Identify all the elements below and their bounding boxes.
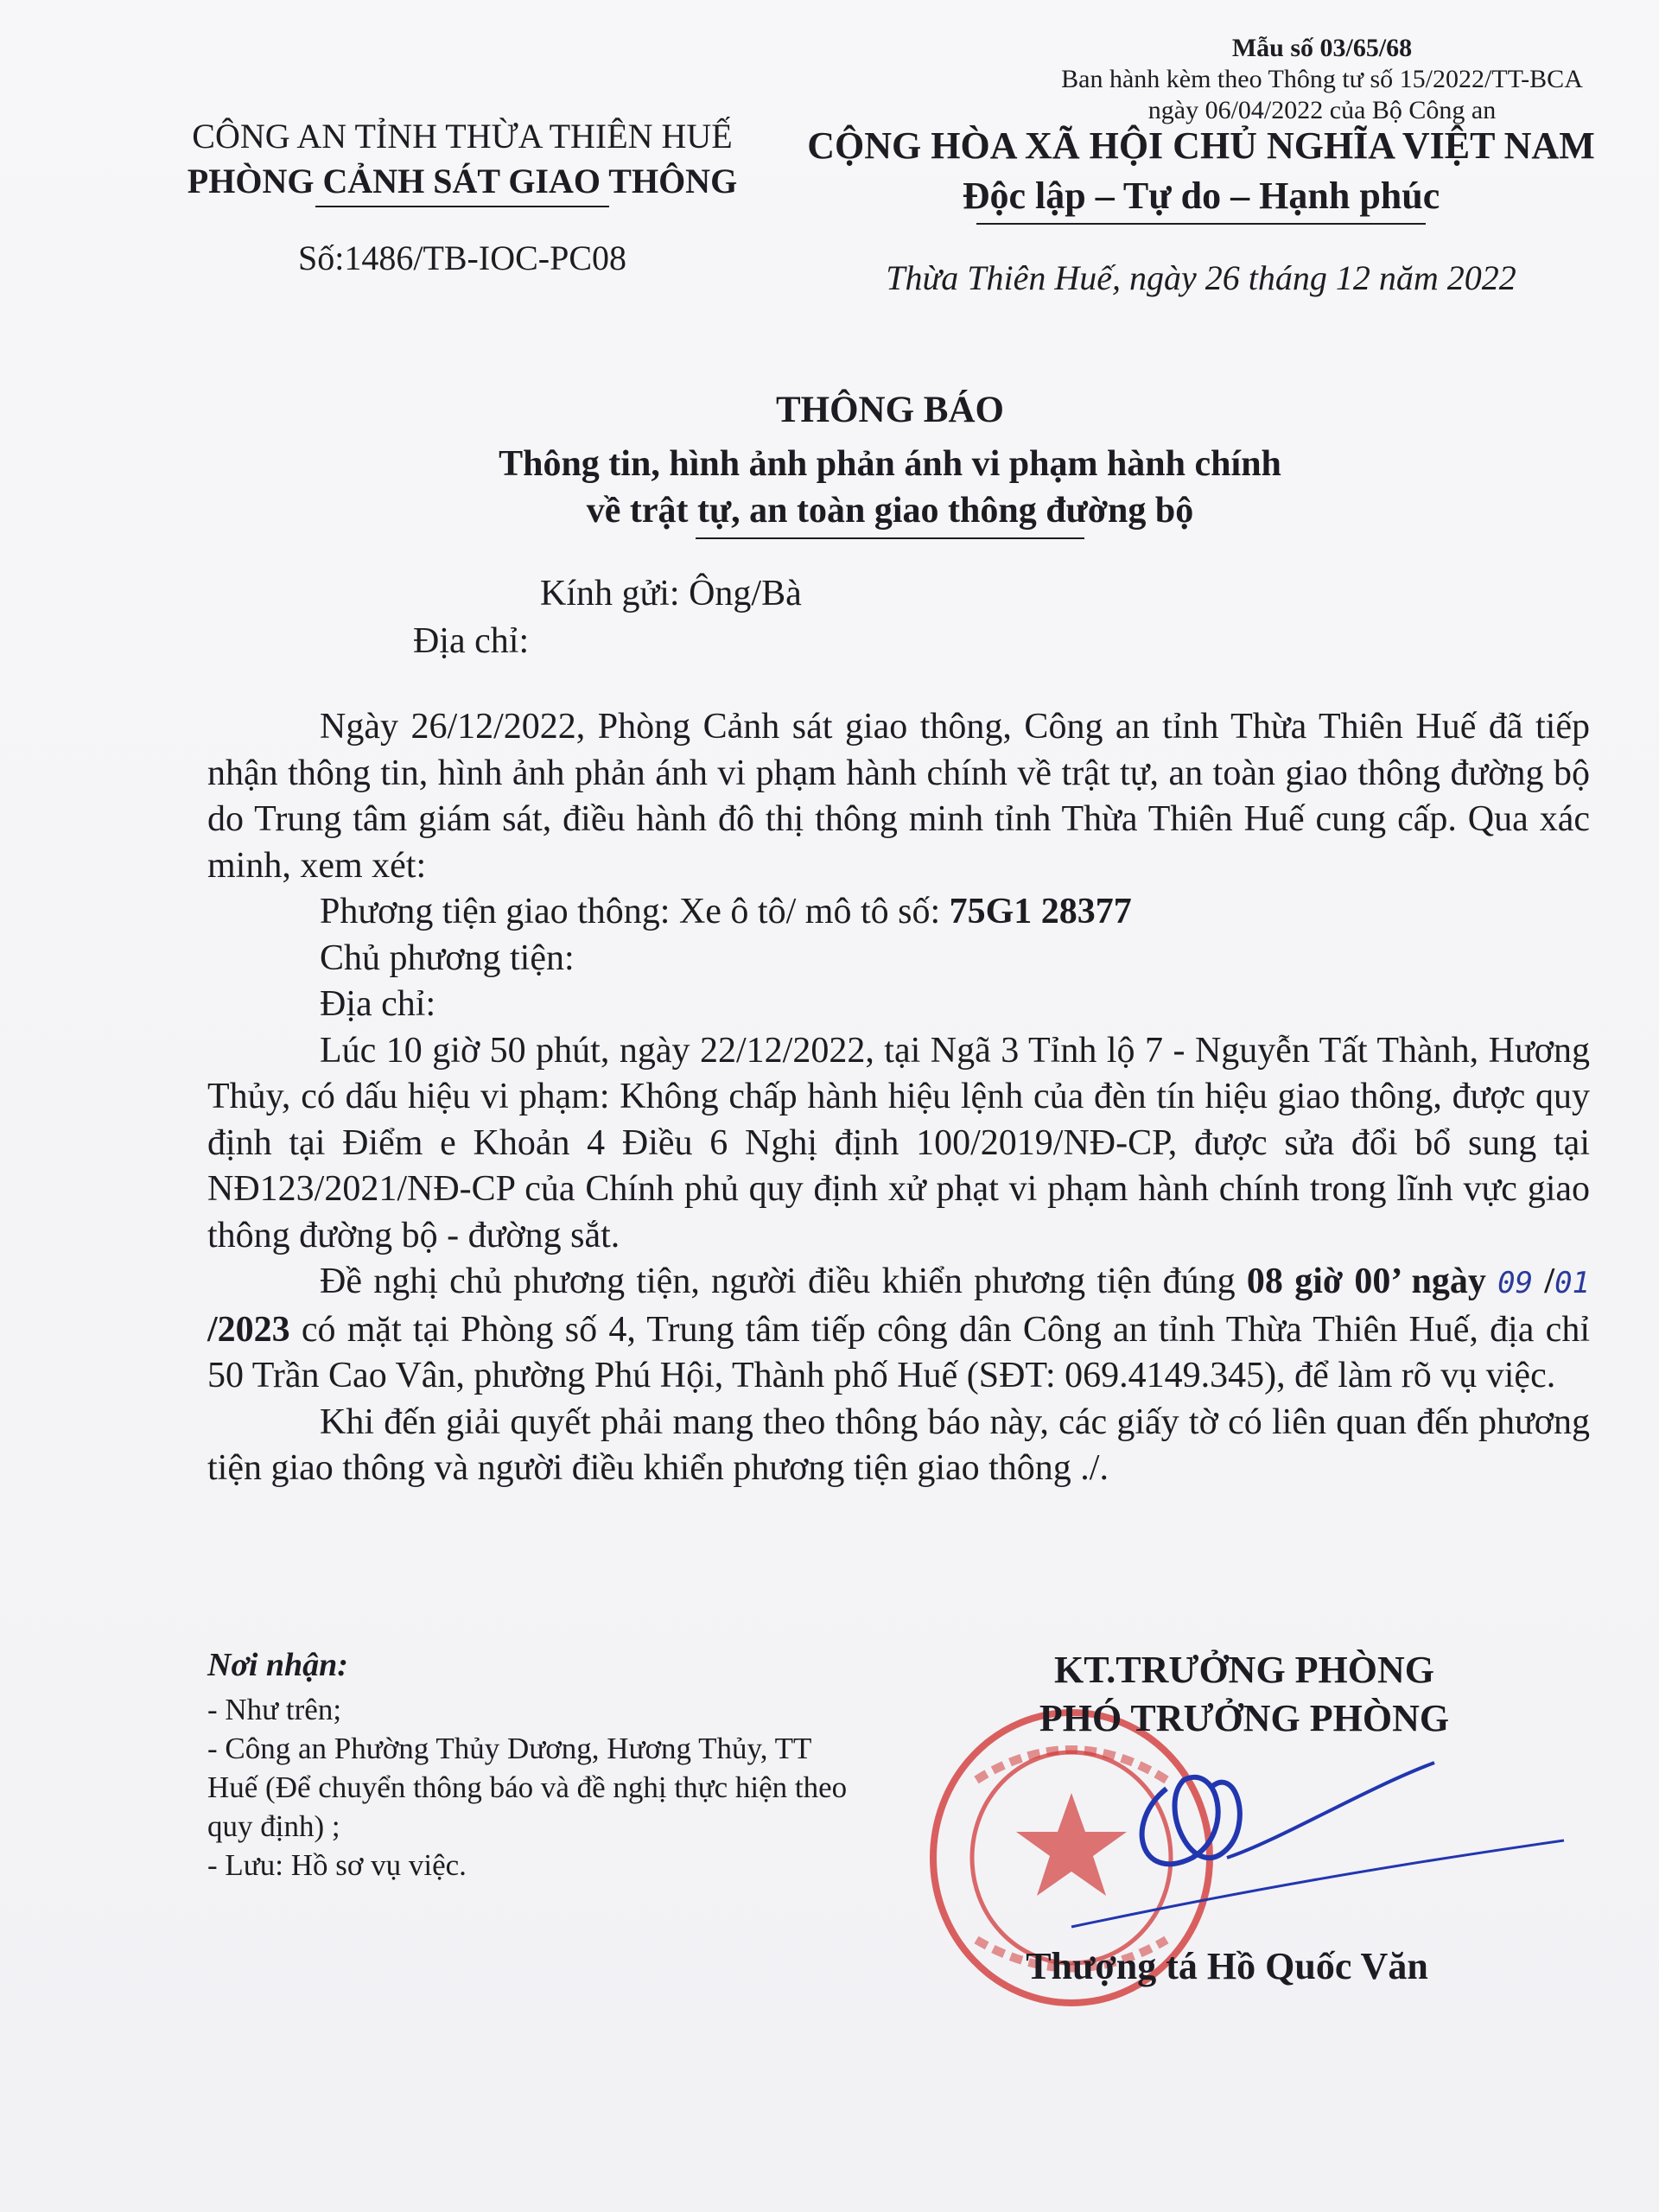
body-text: [207, 704, 1590, 1492]
form-header: [890, 33, 1659, 126]
signer-name: Thượng tá Hồ Quốc Văn: [1026, 1945, 1428, 1987]
motto-divider: [976, 223, 1426, 225]
para3-sep: /: [1533, 1262, 1555, 1301]
vehicle-line: [207, 889, 1590, 936]
recipients-heading: Nơi nhận:: [207, 1647, 348, 1683]
title-block: [259, 387, 1521, 539]
recipient-item: - Công an Phường Thủy Dương, Hương Thủy, TT Huế (Để chuyển thông báo và đề nghị thực hiện theo quy định) ;: [207, 1732, 848, 1843]
motto: Độc lập – Tự do – Hạnh phúc: [962, 175, 1440, 217]
owner-address-line: Địa chỉ:: [320, 984, 436, 1024]
place-date: Thừa Thiên Huế, ngày 26 tháng 12 năm 2022: [886, 258, 1516, 297]
nation-block: [804, 121, 1599, 225]
title-line1: Thông tin, hình ảnh phản ánh vi phạm hành chính: [499, 444, 1281, 484]
agency-divider: [315, 206, 609, 207]
document-number: Số:1486/TB-IOC-PC08: [297, 238, 627, 277]
paragraph-4: Khi đến giải quyết phải mang theo thông báo này, các giấy tờ có liên quan đến phương tiện giao thông và người điều khiển phương tiện giao thông ./.: [207, 1402, 1590, 1488]
para3-time: 08 giờ 00’ ngày: [1246, 1262, 1486, 1301]
issued-by-line1: Ban hành kèm theo Thông tư số 15/2022/TT-BCA: [1061, 65, 1583, 93]
recipients-list: [207, 1646, 864, 1885]
agency-block: [151, 114, 773, 207]
page-title: THÔNG BÁO: [775, 390, 1004, 430]
nation-name: CỘNG HÒA XÃ HỘI CHỦ NGHĨA VIỆT NAM: [807, 124, 1595, 167]
paragraph-2: Lúc 10 giờ 50 phút, ngày 22/12/2022, tại Ngã 3 Tỉnh lộ 7 - Nguyễn Tất Thành, Hương Thủy, có dấu hiệu vi phạm: Không chấp hành hiệu lệnh của đèn tín hiệu giao thông, được quy định tại Điểm e Khoản 4 Điều 6 Nghị định 100/2019/NĐ-CP, được sửa đổi bổ sung tại NĐ123/2021/NĐ-CP của Chính phủ quy định xử phạt vi phạm hành chính trong lĩnh vực giao thông đường bộ - đường sắt.: [207, 1030, 1590, 1255]
title-line2: về trật tự, an toàn giao thông đường bộ: [586, 491, 1194, 531]
agency-parent: CÔNG AN TỈNH THỪA THIÊN HUẾ: [192, 117, 733, 156]
handwritten-day: 09: [1497, 1266, 1534, 1300]
recipient-item: - Như trên;: [207, 1693, 342, 1726]
salutation: Kính gửi: Ông/Bà: [540, 574, 802, 613]
form-number: Mẫu số 03/65/68: [1231, 34, 1413, 62]
recipient-item: - Lưu: Hồ sơ vụ việc.: [207, 1848, 467, 1882]
para3-year: /2023: [207, 1309, 290, 1350]
paragraph-3: [207, 1259, 1590, 1400]
title-divider: [696, 537, 1084, 539]
para3-text-a: Đề nghị chủ phương tiện, người điều khiển phương tiện đúng: [320, 1262, 1247, 1301]
agency-dept: PHÒNG CẢNH SÁT GIAO THÔNG: [187, 162, 738, 200]
handwritten-signature: [1020, 1711, 1573, 1936]
signer-title-2: PHÓ TRƯỞNG PHÒNG: [1039, 1697, 1450, 1739]
signer-title-1: KT.TRƯỞNG PHÒNG: [1054, 1649, 1434, 1691]
owner-line: Chủ phương tiện:: [320, 938, 575, 978]
vehicle-label: Phương tiện giao thông: Xe ô tô/ mô tô số:: [320, 892, 950, 931]
recipient-address-label: Địa chỉ:: [413, 621, 530, 661]
paragraph-1: Ngày 26/12/2022, Phòng Cảnh sát giao thông, Công an tỉnh Thừa Thiên Huế đã tiếp nhận thông tin, hình ảnh phản ánh vi phạm hành chính về trật tự, an toàn giao thông đường bộ do Trung tâm giám sát, điều hành đô thị thông minh tỉnh Thừa Thiên Huế cung cấp. Qua xác minh, xem xét:: [207, 707, 1590, 886]
para3-text-b: có mặt tại Phòng số 4, Trung tâm tiếp công dân Công an tỉnh Thừa Thiên Huế, địa chỉ 50 Trần Cao Vân, phường Phú Hội, Thành phố Huế (SĐT: 069.4149.345), để làm rõ vụ việc.: [207, 1309, 1590, 1395]
vehicle-plate: 75G1 28377: [949, 892, 1132, 931]
issued-by-line2: ngày 06/04/2022 của Bộ Công an: [1147, 96, 1497, 124]
handwritten-month: 01: [1554, 1266, 1591, 1300]
